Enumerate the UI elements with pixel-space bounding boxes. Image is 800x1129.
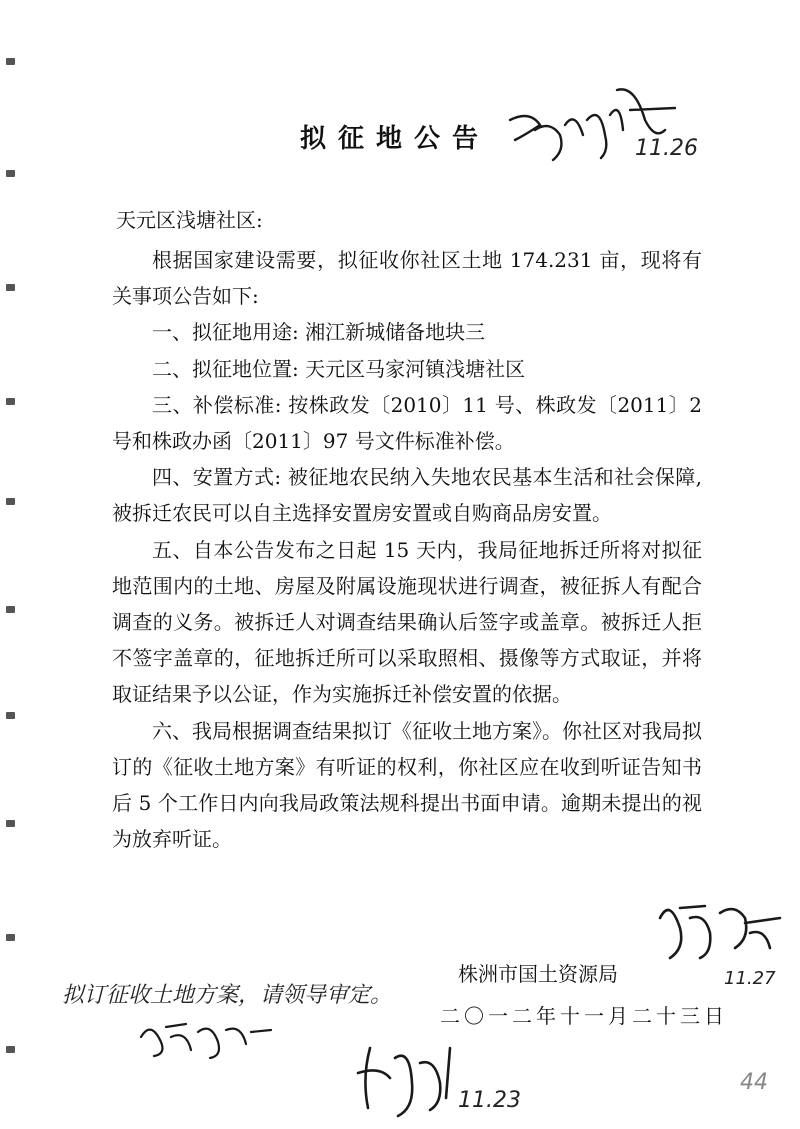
binder-mark — [6, 498, 15, 505]
handwritten-signature-right — [650, 888, 790, 989]
notice-paragraph: 二、拟征地位置: 天元区马家河镇浅塘社区 — [152, 356, 526, 381]
notice-paragraph: 六、我局根据调查结果拟订《征收土地方案》。你社区对我局拟订的《征收土地方案》有听证的权利，你社区应在收到听证告知书后 5 个工作日内向我局政策法规科提出书面申请。逾期未提出的视为放弃听证。 — [112, 718, 702, 852]
notice-paragraph: 三、补偿标准: 按株政发〔2010〕11 号、株政发〔2011〕2 号和株政办函〔2011〕97 号文件标准补偿。 — [112, 392, 702, 454]
issue-date: 二〇一二年十一月二十三日 — [440, 1004, 728, 1028]
notice-paragraph: 根据国家建设需要，拟征收你社区土地 174.231 亩，现将有关事项公告如下: — [112, 248, 702, 309]
notice-body — [112, 242, 702, 857]
handwritten-signature-left — [136, 1012, 276, 1062]
right-handwritten-date: 11.27 — [724, 968, 776, 989]
binder-mark — [6, 398, 15, 405]
binder-mark — [6, 1046, 15, 1053]
binder-mark — [6, 606, 15, 613]
binder-mark — [6, 934, 15, 941]
binder-mark — [6, 820, 15, 827]
handwritten-note: 拟订征收土地方案，请领导审定。 — [62, 983, 393, 1008]
binder-mark — [6, 284, 15, 291]
salutation: 天元区浅塘社区: — [116, 208, 263, 232]
top-handwritten-date: 11.26 — [635, 136, 698, 161]
binder-mark — [6, 58, 15, 65]
handwritten-signature-top — [505, 80, 720, 170]
handwritten-signature-bottom — [350, 1038, 460, 1123]
binder-hole-marks — [0, 0, 20, 1129]
notice-paragraph: 一、拟征地用途: 湘江新城储备地块三 — [152, 320, 486, 345]
binder-mark — [6, 170, 15, 177]
document-title: 拟征地公告 — [300, 124, 491, 154]
issuing-authority: 株洲市国土资源局 — [458, 962, 618, 986]
notice-paragraph: 四、安置方式: 被征地农民纳入失地农民基本生活和社会保障, 被拆迁农民可以自主选择安置房安置或自购商品房安置。 — [112, 465, 702, 526]
page-number: 44 — [740, 1070, 768, 1095]
notice-paragraph: 五、自本公告发布之日起 15 天内，我局征地拆迁所将对拟征地范围内的土地、房屋及附属设施现状进行调查，被征拆人有配合调查的义务。被拆迁人对调查结果确认后签字或盖章。被拆迁人拒不签字盖章的，征地拆迁所可以采取照相、摄像等方式取证，并将取证结果予以公证，作为实施拆迁补偿安置的依据。 — [112, 537, 702, 707]
binder-mark — [6, 712, 15, 719]
bottom-handwritten-date: 11.23 — [458, 1088, 521, 1113]
